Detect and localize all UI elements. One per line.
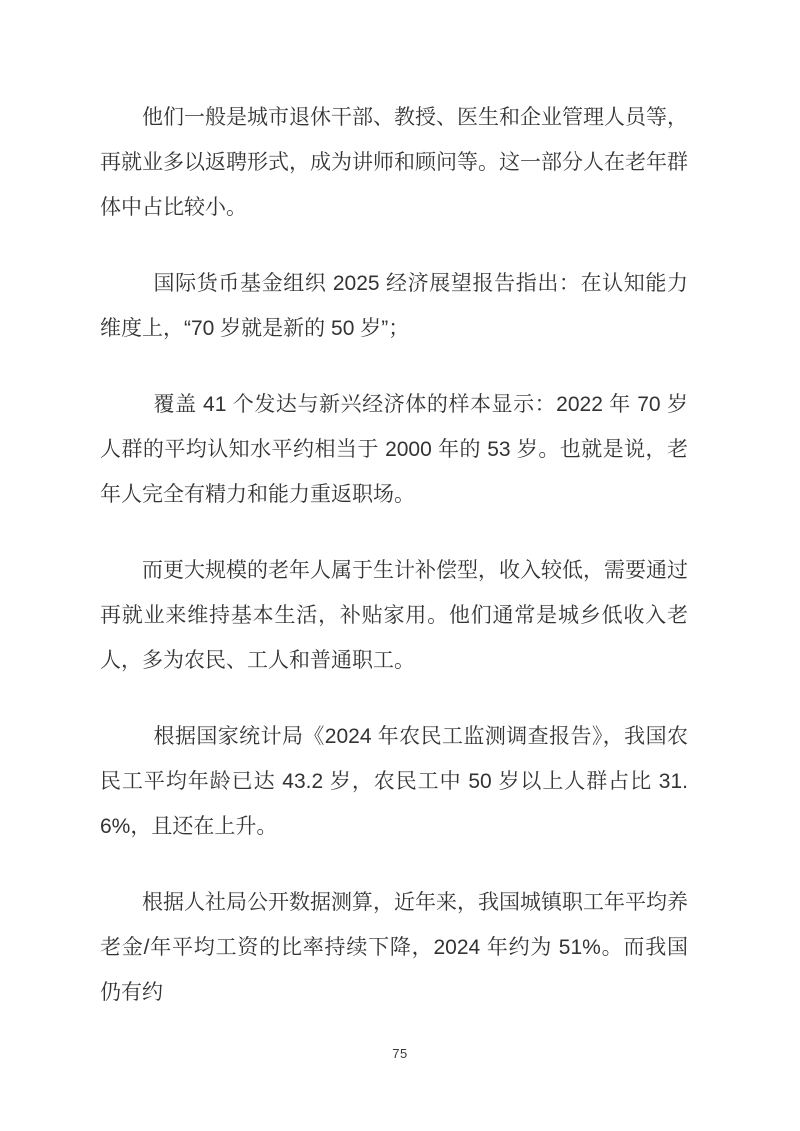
paragraph-migrant-worker-survey: 根据国家统计局《2024 年农民工监测调查报告》，我国农民工平均年龄已达 43.2 岁，农民工中 50 岁以上人群占比 31.6%，且还在上升。 (100, 725, 688, 838)
page-number: 75 (392, 1046, 408, 1061)
paragraph-pension-ratio: 根据人社局公开数据测算，近年来，我国城镇职工年平均养老金/年平均工资的比率持续下降，2024 年约为 51%。而我国仍有约 (100, 891, 688, 1004)
paragraph-retired-professionals: 他们一般是城市退休干部、教授、医生和企业管理人员等，再就业多以返聘形式，成为讲师和顾问等。这一部分人在老年群体中占比较小。 (100, 106, 688, 219)
document-body (100, 95, 688, 1046)
paragraph-imf-report: 国际货币基金组织 2025 经济展望报告指出：在认知能力维度上，“70 岁就是新的 50 岁”； (100, 272, 688, 340)
paragraph-livelihood-compensation: 而更大规模的老年人属于生计补偿型，收入较低，需要通过再就业来维持基本生活，补贴家用。他们通常是城乡低收入老人，多为农民、工人和普通职工。 (100, 559, 688, 672)
paragraph-cognitive-sample: 覆盖 41 个发达与新兴经济体的样本显示：2022 年 70 岁人群的平均认知水平约相当于 2000 年的 53 岁。也就是说，老年人完全有精力和能力重返职场。 (100, 393, 688, 506)
